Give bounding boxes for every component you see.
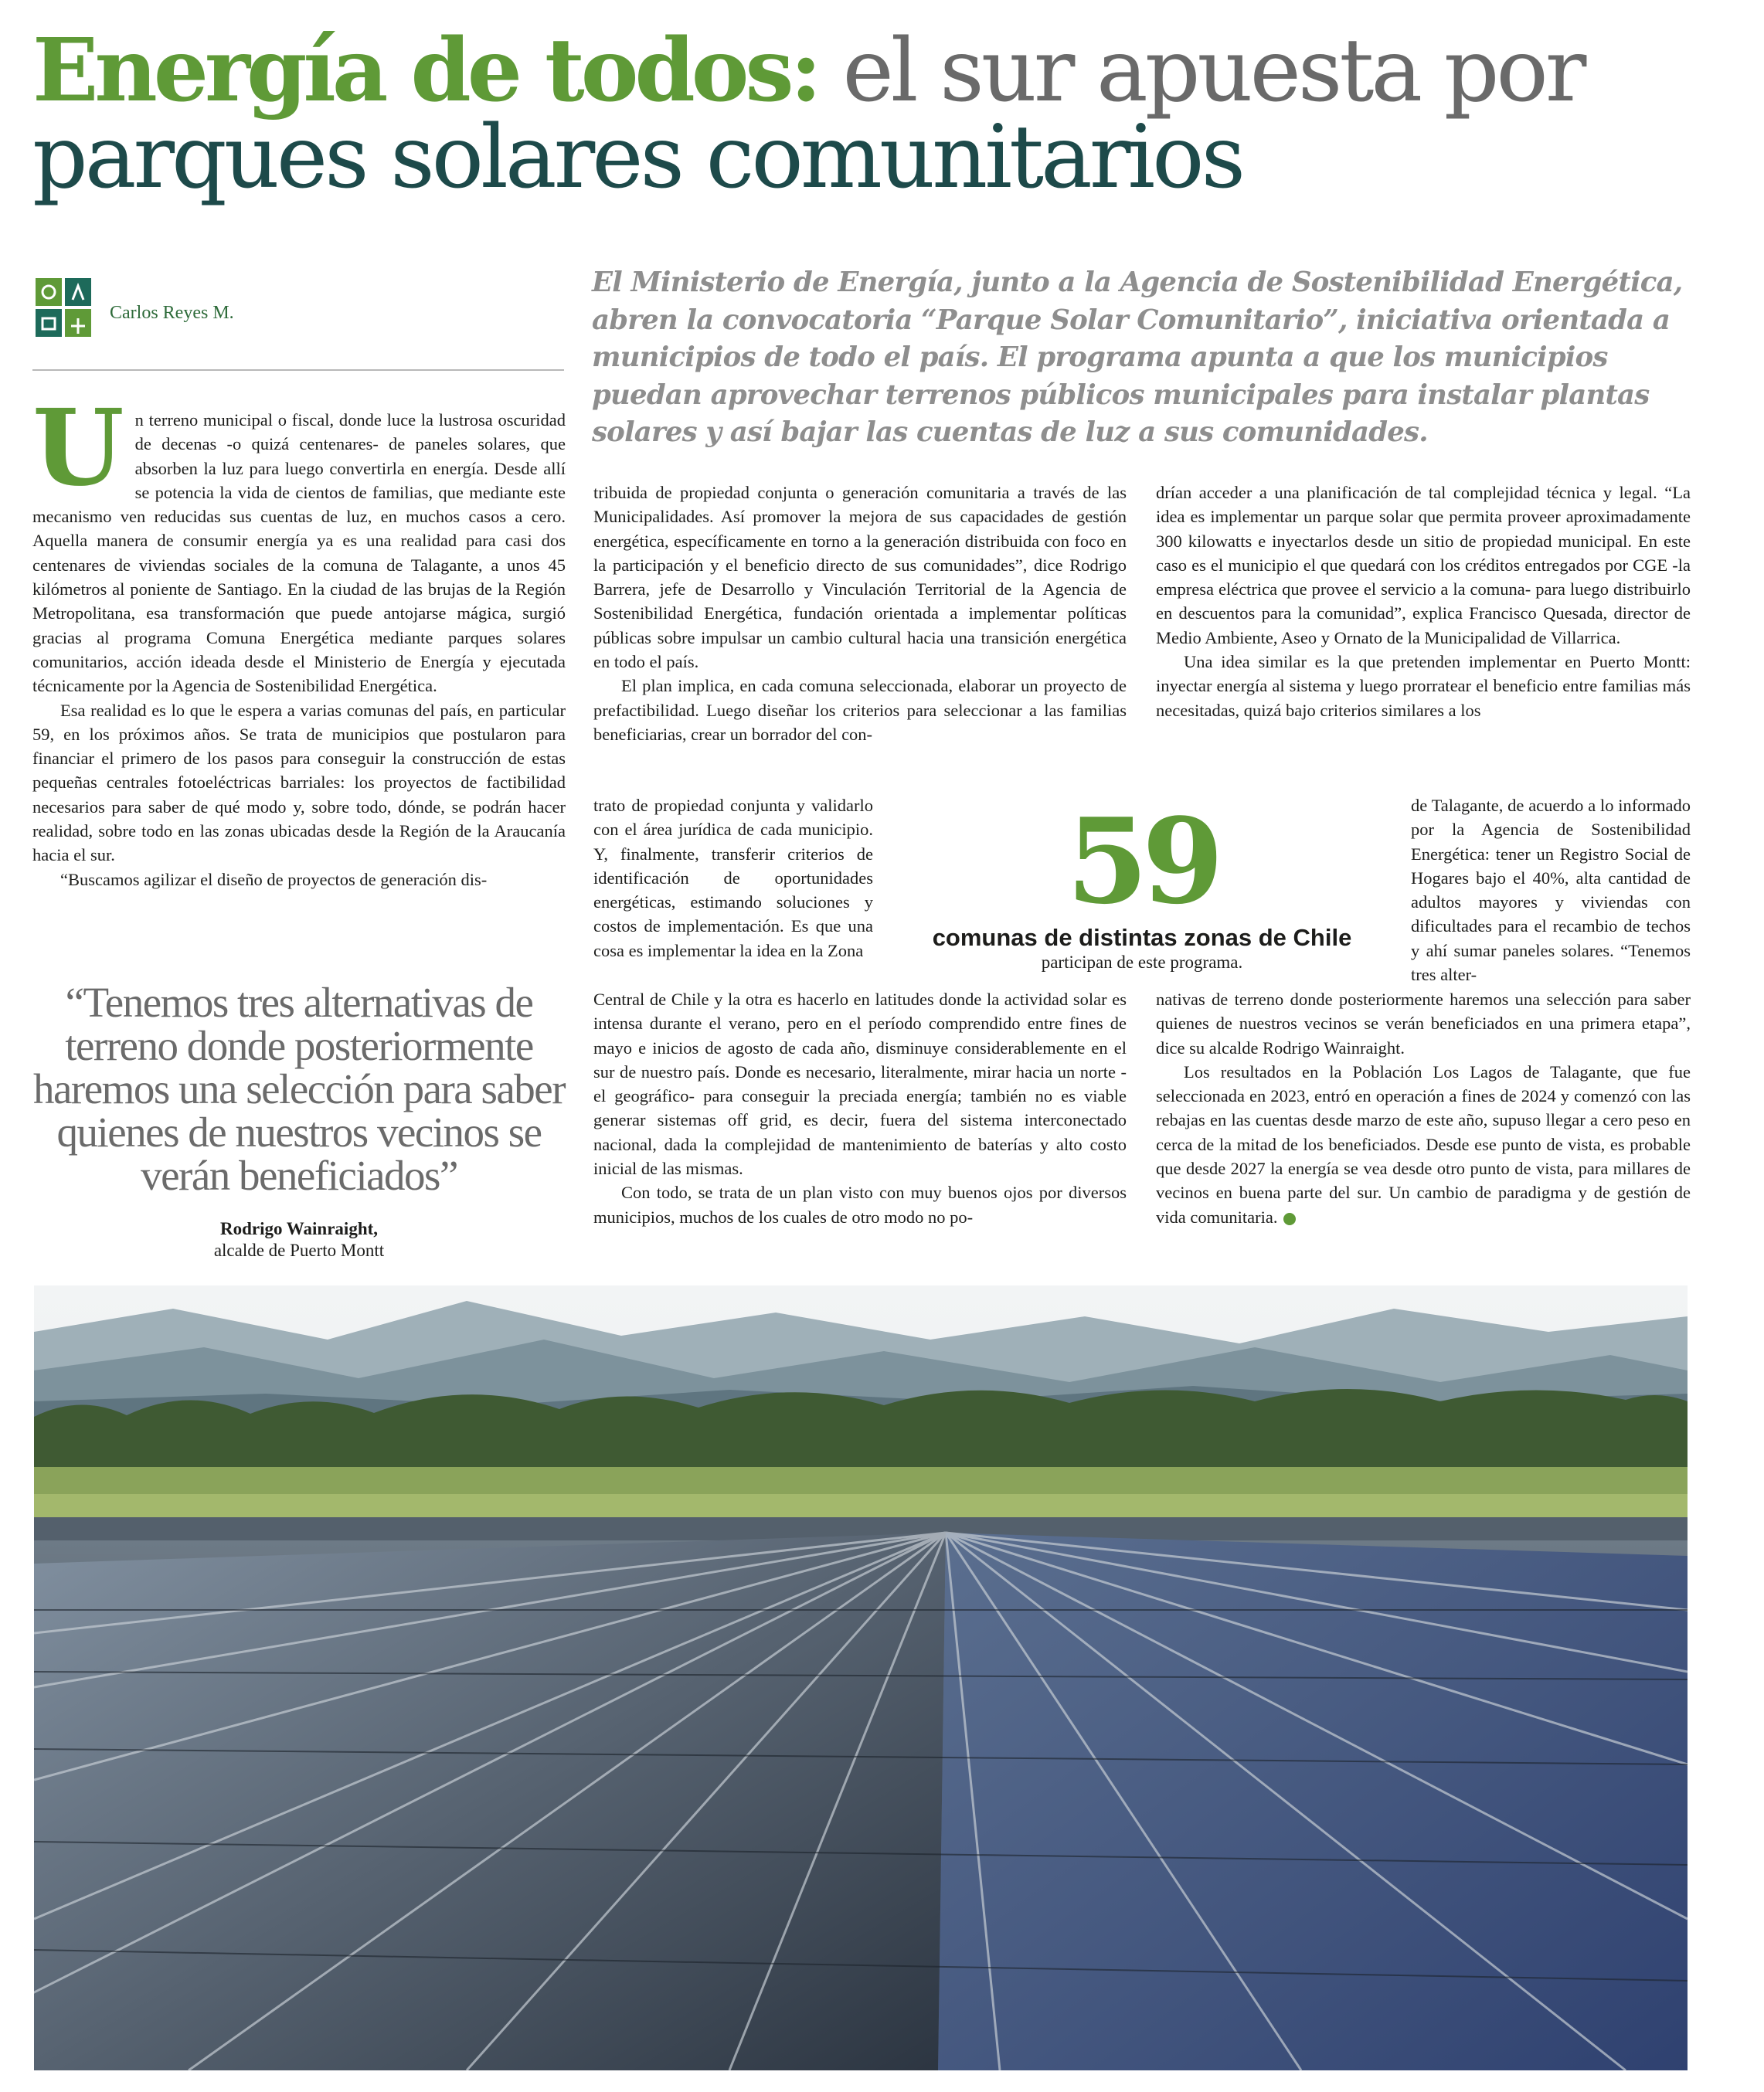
stat-number: 59 (1066, 792, 1218, 930)
body-paragraph: “Buscamos agilizar el diseño de proyectos de generación dis- (60, 869, 488, 889)
stat-label: comunas de distintas zonas de Chile (932, 924, 1352, 951)
body-paragraph: Una idea similar es la que pretenden implementar en Puerto Montt: inyectar energía al sistema y luego prorratear el beneficio entre familias más necesitadas, quizá bajo criterios similares a los (1156, 652, 1691, 720)
headline-second-line: parques solares comunitarios (32, 107, 1243, 208)
deck: El Ministerio de Energía, junto a la Agencia de Sostenibilidad Energética, abren la convocatoria “Parque Solar Comunitario”, iniciativa orientada a municipios de todo el país. El programa apunta a que los municipios puedan aprovechar terrenos públicos municipales para instalar plantas solares y así bajar las cuentas de luz a sus comunidades. (592, 267, 1683, 448)
body-paragraph: nativas de terreno donde posteriormente haremos una selección para saber quienes de nuestros vecinos se verán beneficiados en una primera etapa”, dice su alcalde Rodrigo Wainraight. (1156, 990, 1691, 1058)
body-column-2-wrap (593, 793, 873, 963)
body-paragraph: de Talagante, de acuerdo a lo informado por la Agencia de Sostenibilidad Energética: tener un Registro Social de Hogares bajo el 40%, alta cantidad de adultos mayores y viviendas con dificultades para el recambio de techos y ahí sumar paneles solares. “Tenemos tres alter- (1411, 796, 1691, 985)
byline-author: Carlos Reyes M. (110, 303, 234, 323)
pull-quote-attribution-role: alcalde de Puerto Montt (213, 1241, 385, 1260)
byline-divider (32, 369, 564, 371)
body-paragraph: Los resultados en la Población Los Lagos de Talagante, que fue seleccionada en 2023, entró en operación a fines de 2024 y comenzó con las rebajas en las cuentas desde marzo de este año, supuso llegar a cero peso en cerca de la mitad de los beneficiados. Desde ese punto de vista, es probable que desde 2027 la energía se vea desde otro punto de vista, para millares de vecinos en buena parte del sur. Un cambio de paradigma y de gestión de vida comunitaria. (1156, 1061, 1691, 1227)
pull-quote: “Tenemos tres alternativas de terreno donde posteriormente haremos una selección para saber quienes de nuestros vecinos se verán beneficiados” (32, 979, 566, 1199)
pull-quote-attribution-name: Rodrigo Wainraight, (219, 1219, 379, 1238)
body-paragraph: Esa realidad es lo que le espera a varias comunas del país, en particular 59, en los próximos años. Se trata de municipios que postularon para financiar el primero de los pasos para conseguir la construcción de estas pequeñas centrales fotoeléctricas barriales: los proyectos de factibilidad necesarios para saber de qué modo y, sobre todo, dónde, se podrán hacer realidad, sobre todo en las zonas ubicadas desde la Región de la Araucanía hacia el sur. (32, 700, 566, 865)
body-paragraph: trato de propiedad conjunta y validarlo con el área jurídica de cada municipio. Y, finalmente, transferir criterios de identificación de oportunidades energéticas, estimando soluciones y costos de implementación. Es que una cosa es implementar la idea en la Zona (593, 796, 873, 960)
headline-lead: Energía de todos: (32, 20, 818, 121)
body-paragraph: Central de Chile y la otra es hacerlo en latitudes donde la actividad solar es intensa durante el verano, pero en el período comprendido entre fines de mayo e inicios de agosto de cada año, disminuye considerablemente en el sur de nuestro país. Donde es necesario, literalmente, mirar hacia un norte -el geográfico- para conseguir la preciada energía; también no es viable generar sistemas off grid, es decir, fuera del sistema interconectado nacional, dada la complejidad de mantenimiento de baterías y alto costo inicial de las mismas. (593, 990, 1127, 1179)
drop-cap: U (32, 386, 124, 510)
headline-rest: el sur apuesta por (817, 21, 1584, 121)
body-paragraph: drían acceder a una planificación de tal complejidad técnica y legal. “La idea es implementar un parque solar que permita proveer aproximadamente 300 kilowatts e inyectarlos desde un sitio de propiedad municipal. En este caso es el municipio el que quedará con los créditos entregados por CGE -la empresa eléctrica que provee el servicio a la comuna- para luego distribuirlo en descuentos para la comunidad”, explica Francisco Quesada, director de Medio Ambiente, Aseo y Ornato de la Municipalidad de Villarrica. (1156, 483, 1691, 647)
body-column-1 (32, 386, 566, 891)
body-column-2-bottom (593, 987, 1127, 1229)
body-column-3-wrap (1411, 793, 1691, 987)
body-column-3-top (1156, 481, 1691, 722)
body-paragraph: Un terreno municipal o fiscal, donde luce la lustrosa oscuridad de decenas -o quizá centenares- de paneles solares, que absorben la luz para luego convertirla en energía. Desde allí se potencia la vida de cientos de familias, que mediante este mecanismo ven reducidas sus cuentas de luz, en muchos casos a cero. Aquella manera de consumir energía ya es una realidad para casi dos centenares de viviendas sociales de la comuna de Talagante, a unos 45 kilómetros al poniente de Santiago. En la ciudad de las brujas de la Región Metropolitana, esa transformación que puede antojarse mágica, surgió gracias al programa Comuna Energética mediante parques solares comunitarios, acción ideada desde el Ministerio de Energía y ejecutada técnicamente por la Agencia de Sostenibilidad Energética. (32, 386, 566, 696)
body-paragraph: Con todo, se trata de un plan visto con muy buenos ojos por diversos municipios, muchos de los cuales de otro modo no po- (593, 1183, 1127, 1227)
end-mark-icon (1283, 1213, 1296, 1225)
stat-sublabel: participan de este programa. (1041, 953, 1243, 972)
headline (32, 20, 1732, 208)
body-column-3-bottom (1156, 987, 1691, 1229)
solar-panels-photo (34, 1285, 1688, 2070)
body-column-2-top (593, 481, 1127, 746)
body-paragraph: tribuida de propiedad conjunta o generación comunitaria a través de las Municipalidades. Así promover la mejora de sus capacidades de gestión energética, específicamente en torno a la generación distribuida con foco en la participación y el beneficio directo de sus comunidades”, dice Rodrigo Barrera, jefe de Desarrollo y Vinculación Territorial de la Agencia de Sostenibilidad Energética, fundación orientada a implementar políticas públicas sobre impulsar un cambio cultural hacia una transición energética en todo el país. (593, 483, 1127, 672)
section-logo-icon (34, 272, 93, 340)
body-paragraph: El plan implica, en cada comuna seleccionada, elaborar un proyecto de prefactibilidad. Luego diseñar los criterios para seleccionar a las familias beneficiarias, crear un borrador del con- (593, 676, 1127, 744)
